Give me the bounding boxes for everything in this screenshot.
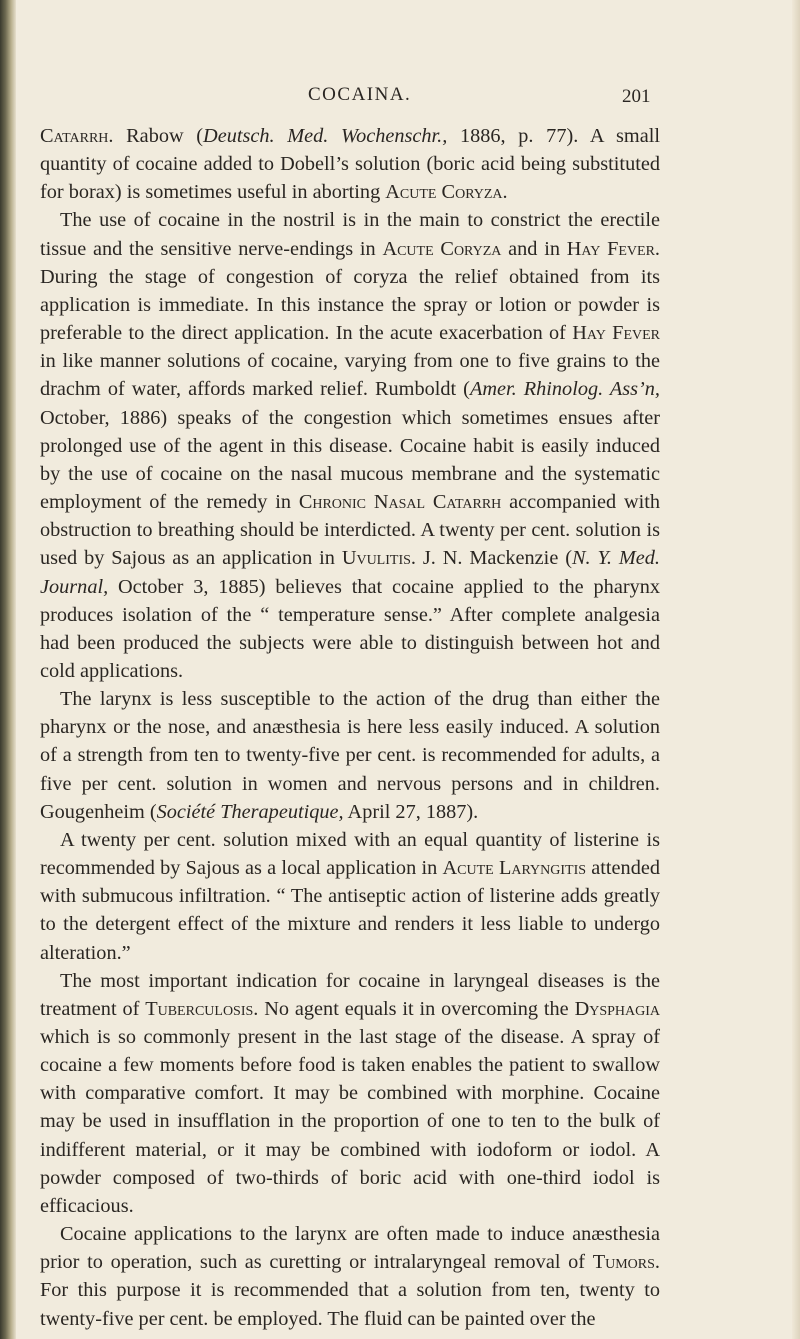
text-run: During the stage of congestion of coryza the relief obtained from its application is immediate. In this instance the spray or lotion or powder is preferable to the direct application. In the acute exacerbation of [40, 265, 660, 345]
citation: N. Y. Med. Journal, [40, 547, 660, 598]
paragraph-larynx [40, 685, 660, 826]
text-run: Acute Coryza. [385, 181, 508, 204]
text-run: Catarrh. [40, 125, 114, 147]
text-run: Tuberculosis. [145, 997, 259, 1020]
text-run: 1886, p. 77). A small quantity of cocaine added to Dobell’s solution (boric acid being substituted for borax) is sometimes useful in aborting [40, 125, 660, 204]
text-run: Hay Fever [572, 322, 661, 345]
text-run: Tumors. [592, 1251, 660, 1274]
running-head-title: COCAINA. [308, 84, 412, 105]
text-run: Acute Laryngitis [442, 857, 587, 880]
text-run: Chronic Nasal Catarrh [298, 491, 502, 514]
text-run: in like manner solutions of cocaine, varying from one to five grains to the drachm of water, affords marked relief. Rumboldt ( [40, 350, 660, 401]
text-run: J. N. Mackenzie ( [415, 547, 572, 570]
text-run: The larynx is less susceptible to the action of the drug than either the pharynx or the nose, and anæsthesia is here less easily induced. A solution of a strength from ten to twenty-five per cent. is recommended for adults, a five per cent. solution in women and nervous persons and in children. Gougenheim ( [40, 688, 660, 823]
text-run: attended with submucous infiltration. “ The antiseptic action of listerine adds greatly to the detergent effect of the mixture and renders it less liable to undergo alteration.” [40, 857, 660, 964]
text-run: Hay Fever. [566, 237, 660, 260]
text-run: April 27, 1887). [343, 800, 479, 823]
text-run: No agent equals it in overcoming the [258, 997, 575, 1020]
paragraph-tumors [40, 1220, 660, 1333]
text-run: Cocaine applications to the larynx are often made to induce anæsthesia prior to operation, such as curetting or intralaryngeal removal of [40, 1223, 660, 1274]
text-run: The most important indication for cocaine in laryngeal diseases is the treatment of [40, 969, 660, 1020]
paragraph-nostril [40, 206, 660, 685]
text-run: The use of cocaine in the nostril is in the main to constrict the erectile tissue and the sensitive nerve-endings in [40, 209, 660, 260]
text-run: October, 1886) speaks of the congestion which sometimes ensues after prolonged use of the agent in this disease. Cocaine habit is easily induced by the use of cocaine on the nasal mucous membrane and the systematic employment of the remedy in [40, 406, 660, 514]
citation: Deutsch. Med. Wochenschr., [203, 125, 448, 147]
text-run: A twenty per cent. solution mixed with an equal quantity of listerine is recommended by Sajous as a local application in [40, 828, 660, 880]
text-run: October 3, 1885) believes that cocaine applied to the pharynx produces isolation of the “ temperature sense.” After complete analgesia had been produced the subjects were able to distinguish between hot and cold applications. [40, 575, 660, 682]
text-run: Rabow ( [113, 125, 204, 147]
citation: Amer. Rhinolog. Ass’n, [469, 378, 660, 401]
text-run: which is so commonly present in the last stage of the disease. A spray of cocaine a few moments before food is taken enables the patient to swallow with comparative comfort. It may be combined with morphine. Cocaine may be used in insufflation in the proportion of one to ten to the bulk of indifferent material, or it may be combined with iodoform or iodol. A powder composed of two-thirds of boric acid with one-third iodol is efficacious. [40, 1026, 660, 1217]
body-text [40, 122, 660, 1333]
running-head [0, 84, 800, 114]
page-edge [792, 0, 800, 1339]
text-run: Uvulitis. [341, 547, 416, 570]
text-run: accompanied with obstruction to breathing should be interdicted. A twenty per cent. solution is used by Sajous as an application in [40, 491, 660, 570]
text-run: Dysphagia [574, 997, 660, 1020]
citation: Société Therapeutique, [156, 800, 344, 823]
text-run: For this purpose it is recommended that a solution from ten, twenty to twenty-five per cent. be employed. The fluid can be painted over the [40, 1279, 660, 1330]
page-number: 201 [622, 86, 651, 107]
paragraph-tuberculosis [40, 967, 660, 1220]
paragraph-catarrh [40, 122, 660, 206]
book-spine-shadow [0, 0, 16, 1339]
text-run: and in [501, 237, 567, 260]
paragraph-listerine [40, 826, 660, 967]
text-run: Acute Coryza [382, 237, 502, 260]
